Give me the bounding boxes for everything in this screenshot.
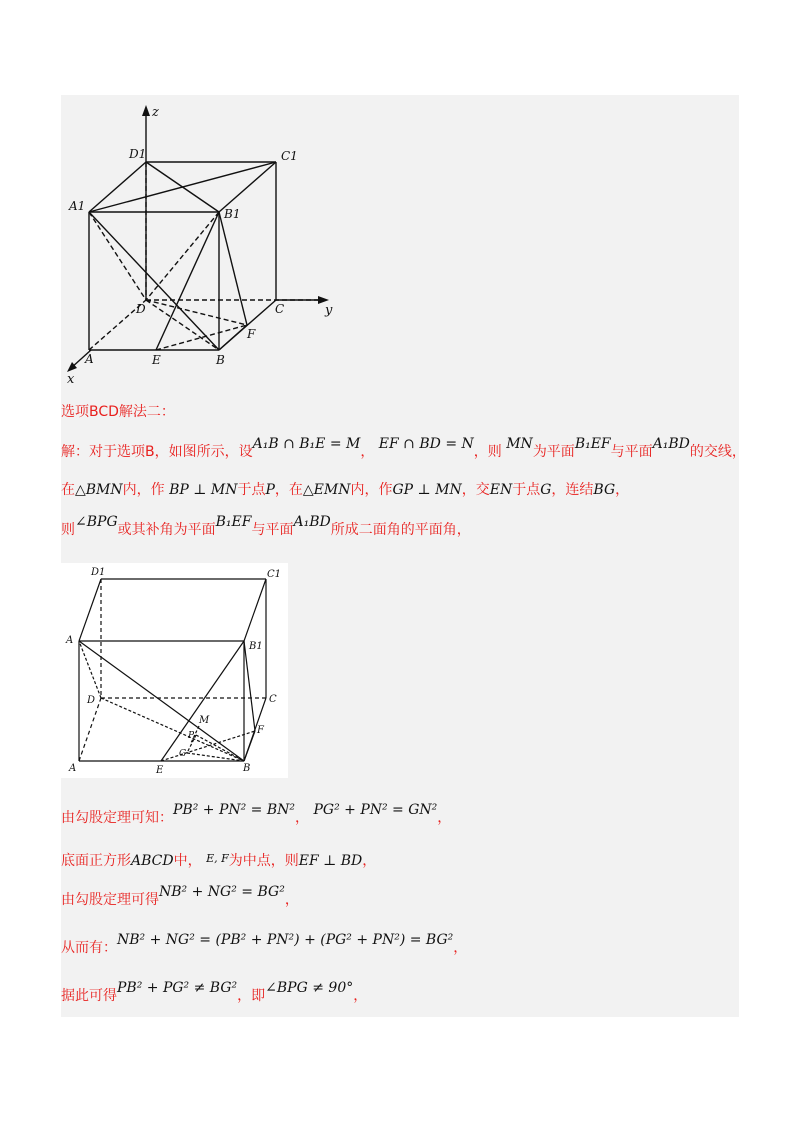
- solution-heading: 选项BCD解法二：: [61, 404, 175, 420]
- fig2-label-A1: A: [66, 635, 74, 646]
- text-line-5: 底面正方形ABCD中， $^{E, F}$为中点，则EF ⊥ BD，: [61, 852, 377, 869]
- fig2-label-F: F: [257, 725, 264, 736]
- fig2-label-M: M: [199, 715, 210, 726]
- label-E: E: [152, 353, 161, 367]
- label-B: B: [216, 353, 225, 367]
- label-F: F: [247, 327, 256, 341]
- text-line-8: 据此可得PB² + PG² ≠ BG²，即∠BPG ≠ 90°，: [61, 980, 368, 1004]
- fig2-label-D: D: [87, 695, 96, 706]
- fig2-label-A: A: [69, 763, 77, 774]
- z-axis-label: z: [152, 105, 159, 120]
- text-line-1: 解：对于选项B，如图所示，设A₁B ∩ B₁E = M， EF ∩ BD = N，则 MN为平面B₁EF与平面A₁BD的交线，: [61, 436, 746, 460]
- fig2-label-P: P: [188, 731, 195, 741]
- text-line-3: 则∠BPG或其补角为平面B₁EF与平面A₁BD所成二面角的平面角，: [61, 514, 471, 538]
- cube-axes-figure: [61, 100, 351, 385]
- label-B1: B1: [224, 207, 241, 221]
- text-line-7: 从而有：NB² + NG² = (PB² + PN²) + (PG² + PN²) = BG²，: [61, 932, 468, 956]
- text-line-6: 由勾股定理可得NB² + NG² = BG²，: [61, 884, 299, 908]
- label-D1: D1: [129, 147, 147, 161]
- fig2-label-B: B: [243, 763, 251, 774]
- fig2-label-C: C: [269, 694, 277, 705]
- label-D: D: [136, 302, 146, 316]
- text-line-4: 由勾股定理可知：PB² + PN² = BN²， PG² + PN² = GN²，: [61, 802, 452, 826]
- cube-construction-figure: [61, 563, 288, 778]
- label-C: C: [275, 302, 285, 316]
- label-A1: A1: [69, 199, 86, 213]
- fig2-label-D1: D1: [91, 567, 106, 578]
- fig2-label-E: E: [156, 765, 164, 776]
- fig2-label-C1: C1: [267, 569, 282, 580]
- y-axis-label: y: [325, 303, 333, 318]
- label-A: A: [85, 352, 94, 366]
- fig2-label-G: G: [179, 749, 187, 759]
- fig2-label-B1: B1: [249, 641, 263, 652]
- text-line-2: 在△BMN内，作 BP ⊥ MN于点P，在△EMN内，作GP ⊥ MN，交EN于点G，连结BG，: [61, 482, 630, 498]
- content-panel: [61, 95, 746, 1017]
- x-axis-label: x: [67, 372, 75, 385]
- label-C1: C1: [281, 149, 298, 163]
